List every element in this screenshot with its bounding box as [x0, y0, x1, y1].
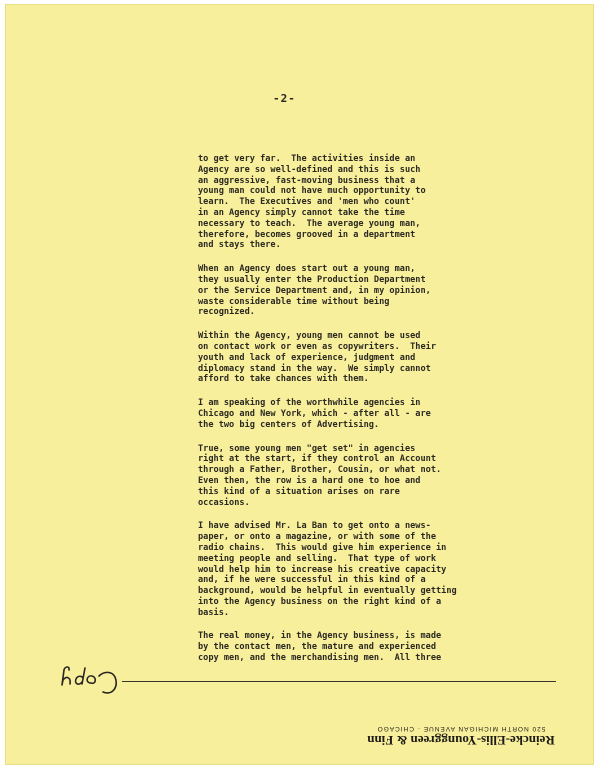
- text-line: and, if he were successful in this kind of a: [198, 575, 426, 586]
- text-line: waste considerable time without being: [198, 296, 390, 307]
- text-line: therefore, becomes grooved in a department: [198, 229, 416, 240]
- text-line: an aggressive, fast-moving business that a: [198, 175, 416, 186]
- text-line: on contact work or even as copywriters. Their: [198, 341, 436, 352]
- text-line: recognized.: [198, 307, 255, 318]
- document-page: [5, 4, 594, 765]
- paragraph-6: [198, 521, 498, 618]
- text-line: this kind of a situation arises on rare: [198, 486, 400, 497]
- text-line: and stays there.: [198, 240, 281, 251]
- text-line: meeting people and selling. That type of work: [198, 553, 436, 564]
- text-line: diplomacy stand in the way. We simply cannot: [198, 363, 431, 374]
- text-line: in an Agency simply cannot take the time: [198, 207, 405, 218]
- text-line: necessary to teach. The average young man,: [198, 218, 421, 229]
- letterhead: [355, 712, 567, 748]
- text-line: True, some young men "get set" in agencies: [198, 443, 416, 454]
- paragraph-4: [198, 398, 498, 430]
- copy-signature: [45, 664, 125, 702]
- letter-body: [198, 154, 498, 677]
- text-line: young man could not have much opportunity to: [198, 186, 426, 197]
- text-line: into the Agency business on the right kind of a: [198, 596, 442, 607]
- text-line: the two big centers of Advertising.: [198, 419, 380, 430]
- text-line: to get very far. The activities inside an: [198, 154, 416, 164]
- text-line: afford to take chances with them.: [198, 374, 369, 385]
- text-line: basis.: [198, 607, 230, 618]
- text-line: Agency are so well-defined and this is such: [198, 164, 421, 175]
- paragraph-2: [198, 264, 498, 318]
- text-line: through a Father, Brother, Cousin, or what not.: [198, 465, 442, 476]
- text-line: Chicago and New York, which - after all - are: [198, 408, 431, 419]
- paragraph-3: [198, 331, 498, 385]
- paragraph-1: [198, 154, 498, 251]
- footer-rule: [122, 681, 556, 682]
- text-line: right at the start, if they control an Account: [198, 454, 436, 465]
- text-line: or the Service Department and, in my opinion,: [198, 285, 431, 296]
- paragraph-5: [198, 444, 498, 509]
- text-line: The real money, in the Agency business, is made: [198, 631, 442, 642]
- page-number: -2-: [273, 92, 296, 105]
- text-line: youth and lack of experience, judgment and: [198, 352, 416, 363]
- text-line: radio chains. This would give him experience in: [198, 542, 447, 553]
- text-line: would help him to increase his creative capacity: [198, 564, 447, 575]
- text-line: paper, or onto a magazine, or with some of the: [198, 532, 436, 543]
- text-line: I am speaking of the worthwhile agencies in: [198, 398, 421, 409]
- text-line: learn. The Executives and 'men who count': [198, 197, 416, 208]
- text-line: occasions.: [198, 497, 250, 508]
- text-line: Even then, the row is a hard one to hoe and: [198, 475, 421, 486]
- firm-name: Reincke-Ellis-Younggreen & Finn: [367, 733, 555, 748]
- text-line: I have advised Mr. La Ban to get onto a news-: [198, 521, 431, 532]
- text-line: When an Agency does start out a young man,: [198, 264, 416, 275]
- text-line: Within the Agency, young men cannot be used: [198, 331, 421, 342]
- text-line: they usually enter the Production Department: [198, 274, 426, 285]
- text-line: by the contact men, the mature and experienced: [198, 642, 436, 653]
- firm-address: 520 NORTH MICHIGAN AVENUE · CHICAGO: [376, 725, 546, 732]
- paragraph-7: [198, 631, 498, 663]
- text-line: copy men, and the merchandising men. All three: [198, 653, 442, 664]
- text-line: background, would be helpful in eventually getting: [198, 586, 457, 597]
